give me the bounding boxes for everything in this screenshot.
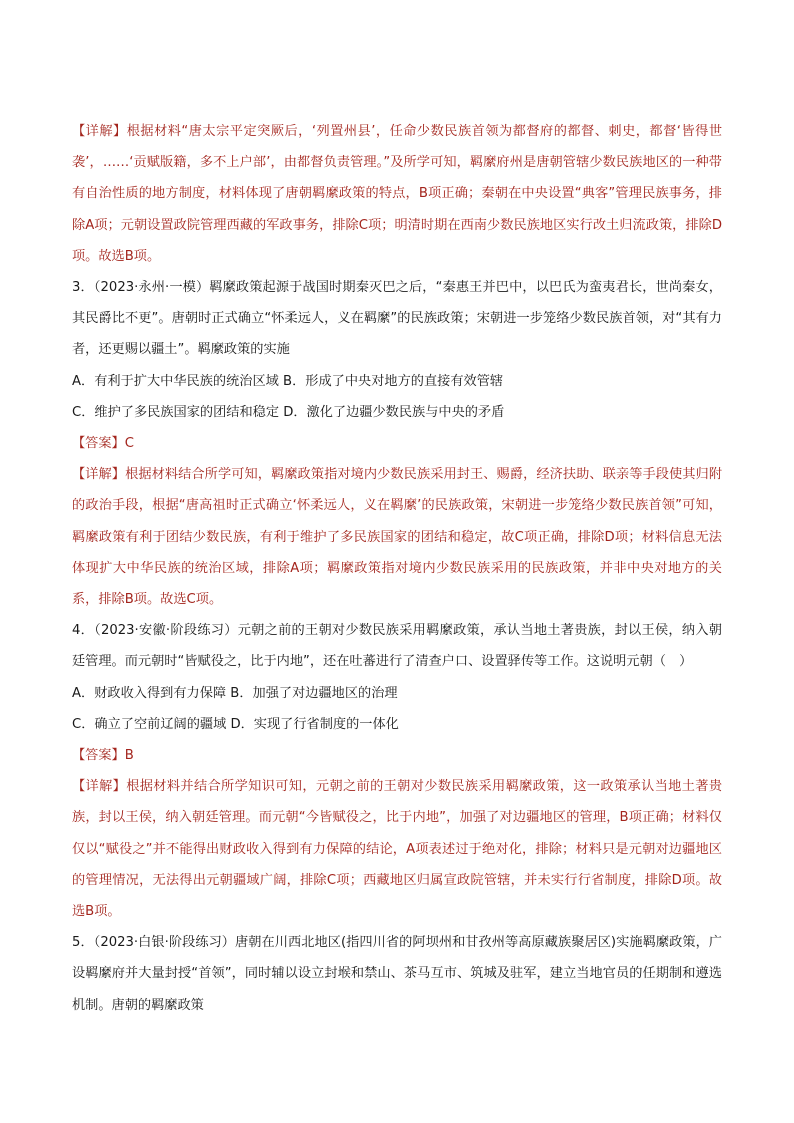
detail-tag: 【详解】 xyxy=(72,124,127,139)
question-5: 5．（2023·白银·阶段练习）唐朝在川西北地区(指四川省的阿坝州和甘孜州等高原藏族聚居区)实施羁縻政策，广设羁縻府并大量封授“首领”，同时辅以设立封堠和禁山、茶马互市、筑城及驻军，建立当地官员的任期制和遵选机制。唐朝的羁縻政策 xyxy=(72,935,722,1013)
detail-paragraph-1 xyxy=(72,116,722,272)
detail-paragraph-3 xyxy=(72,459,722,615)
answer-text: C xyxy=(124,436,134,452)
question-4-options-ab: A．财政收入得到有力保障 B．加强了对边疆地区的治理 xyxy=(72,685,398,701)
question-3: 3．（2023·永州·一模）羁縻政策起源于战国时期秦灭巴之后，“秦惠王并巴中，以巴氏为蛮夷君长，世尚秦女，其民爵比不更”。唐朝时正式确立“怀柔远人，义在羁縻”的民族政策；宋朝进一步笼络少数民族首领，对“其有力者，还更赐以疆土”。羁縻政策的实施 xyxy=(72,280,722,358)
question-3-options-cd: C．维护了多民族国家的团结和稳定 D．激化了边疆少数民族与中央的矛盾 xyxy=(72,404,505,420)
detail-text: 根据材料并结合所学知识可知，元朝之前的王朝对少数民族采用羁縻政策，这一政策承认当地土著贵族，封以王侯，纳入朝廷管理。而元朝“今皆赋役之，比于内地”，加强了对边疆地区的管理，B项正确；材料仅仅以“赋役之”并不能得出财政收入得到有力保障的结论，A项表述过于绝对化，排除；材料只是元朝对边疆地区的管理情况，无法得出元朝疆域广阔，排除C项；西藏地区归属宣政院管辖，并未实行行省制度，排除D项。故选B项。 xyxy=(72,779,723,920)
question-4-options-cd: C．确立了空前辽阔的疆域 D．实现了行省制度的一体化 xyxy=(72,716,399,732)
answer-3 xyxy=(72,428,722,459)
answer-tag: 【答案】 xyxy=(72,748,125,764)
answer-tag: 【答案】 xyxy=(72,436,125,452)
question-3-options-ab: A．有利于扩大中华民族的统治区域 B．形成了中央对地方的直接有效管辖 xyxy=(72,373,504,389)
detail-tag: 【详解】 xyxy=(72,467,126,483)
detail-paragraph-4 xyxy=(72,771,722,927)
detail-text: 根据材料结合所学可知，羁縻政策指对境内少数民族采用封王、赐爵，经济扶助、联亲等手段使其归附的政治手段，根据“唐高祖时正式确立‘怀柔远人，义在羁縻’的民族政策，宋朝进一步笼络少数民族首领”可知，羁縻政策有利于团结少数民族，有利于维护了多民族国家的团结和稳定，故C项正确，排除D项；材料信息无法体现扩大中华民族的统治区域，排除A项；羁縻政策指对境内少数民族采用的民族政策，并非中央对地方的关系，排除B项。故选C项。 xyxy=(72,467,723,608)
document-body xyxy=(72,116,722,1021)
answer-4 xyxy=(72,740,722,771)
answer-text: B xyxy=(124,748,134,764)
detail-text: 根据材料“唐太宗平定突厥后，‘列置州县’，任命少数民族首领为都督府的都督、刺史，都督‘皆得世袭’，……‘贡赋版籍，多不上户部’，由都督负责管理。”及所学可知，羁縻府州是唐朝管辖少数民族地区的一种带有自治性质的地方制度，材料体现了唐朝羁縻政策的特点，B项正确；秦朝在中央设置“典客”管理民族事务，排除A项；元朝设置政院管理西藏的军政事务，排除C项；明清时期在西南少数民族地区实行改土归流政策，排除D项。故选B项。 xyxy=(72,124,723,264)
detail-tag: 【详解】 xyxy=(72,779,127,795)
question-4: 4．（2023·安徽·阶段练习）元朝之前的王朝对少数民族采用羁縻政策，承认当地土著贵族，封以王侯，纳入朝廷管理。而元朝时“皆赋役之，比于内地”，还在吐蕃进行了清查户口、设置驿传等工作。这说明元朝（ ） xyxy=(72,623,722,670)
